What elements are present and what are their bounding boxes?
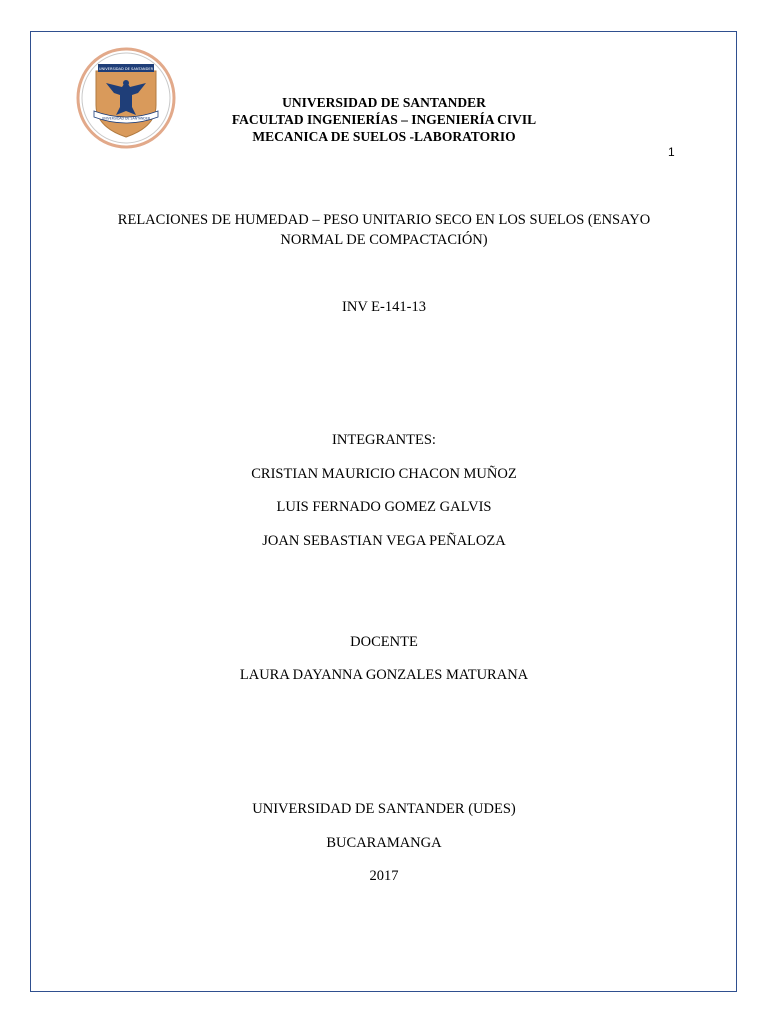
members-heading: INTEGRANTES: [332, 432, 436, 448]
teacher-name: LAURA DAYANNA GONZALES MATURANA [239, 667, 529, 683]
header-university: UNIVERSIDAD DE SANTANDER [282, 95, 486, 110]
standard-code: INV E-141-13 [342, 299, 426, 315]
header-faculty: FACULTAD INGENIERÍAS – INGENIERÍA CIVIL [231, 112, 537, 127]
footer-institution: UNIVERSIDAD DE SANTANDER (UDES) [252, 801, 516, 817]
document-header [180, 94, 588, 145]
footer-year: 2017 [369, 868, 399, 884]
page-number: 1 [668, 145, 675, 159]
logo-banner-text: UNIVERSIDAD DE SANTANDER [98, 67, 154, 71]
footer-city: BUCARAMANGA [326, 835, 442, 851]
member-name-3: JOAN SEBASTIAN VEGA PEÑALOZA [262, 533, 506, 549]
logo-ribbon-text: UNIVERSIDAD DE SANTANDER [101, 116, 151, 121]
document-title: RELACIONES DE HUMEDAD – PESO UNITARIO SECO EN LOS SUELOS (ENSAYO NORMAL DE COMPACTACIÓN) [117, 212, 651, 248]
teacher-heading: DOCENTE [350, 634, 418, 650]
member-name-1: CRISTIAN MAURICIO CHACON MUÑOZ [251, 466, 517, 482]
header-course: MECANICA DE SUELOS -LABORATORIO [252, 129, 516, 144]
university-logo [76, 47, 176, 149]
member-name-2: LUIS FERNADO GOMEZ GALVIS [276, 499, 492, 515]
